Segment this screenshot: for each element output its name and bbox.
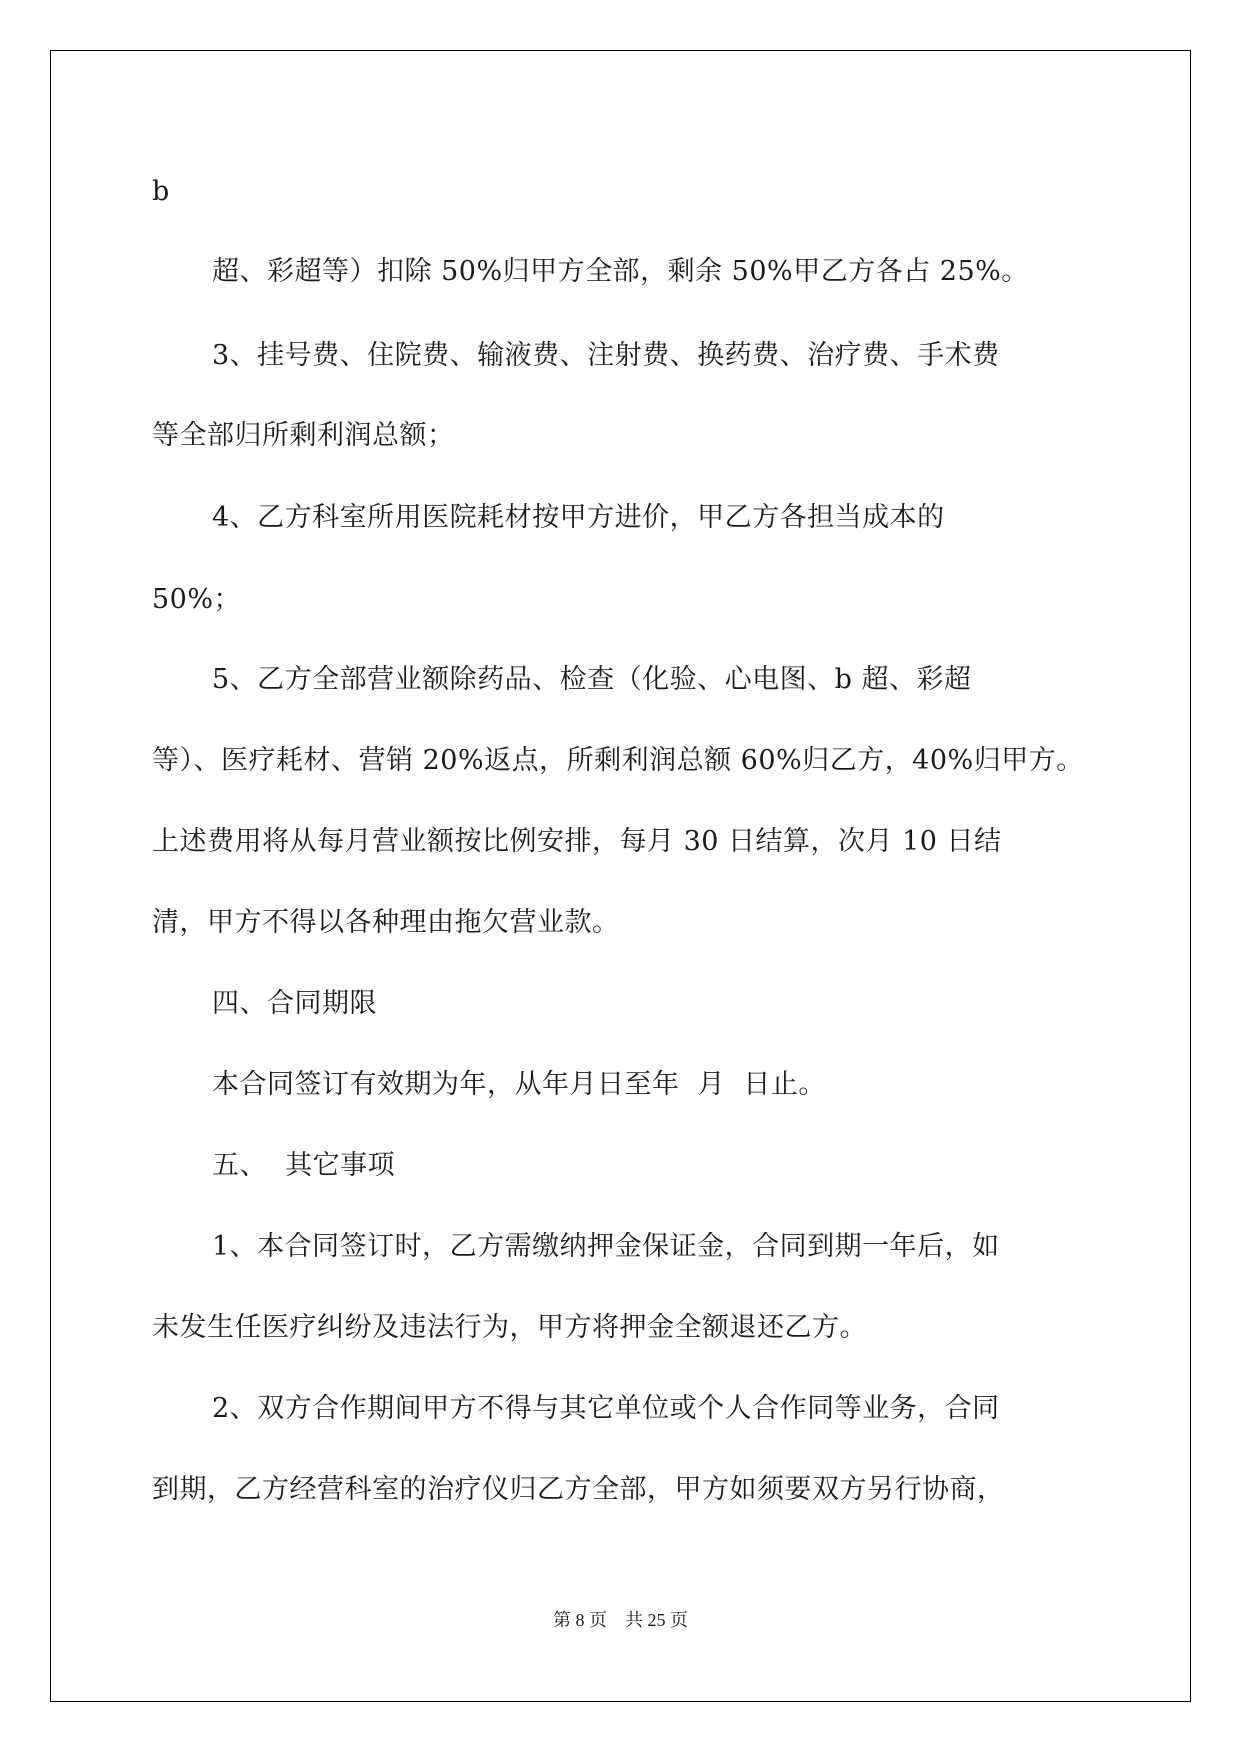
text-line: 到期，乙方经营科室的治疗仪归乙方全部，甲方如须要双方另行协商， — [152, 1474, 1005, 1505]
text-line: 等）、医疗耗材、营销 20%返点，所剩利润总额 60%归乙方，40%归甲方。 — [152, 745, 1084, 776]
text-line: 超、彩超等）扣除 50%归甲方全部，剩余 50%甲乙方各占 25%。 — [212, 256, 1029, 287]
text-line: 50%； — [152, 584, 242, 615]
section-heading: 四、合同期限 — [212, 988, 377, 1019]
text-line: 未发生任医疗纠纷及违法行为，甲方将押金全额退还乙方。 — [152, 1312, 867, 1343]
page-number-footer: 第 8 页 共 25 页 — [553, 1610, 688, 1630]
text-line: 上述费用将从每月营业额按比例安排，每月 30 日结算，次月 10 日结 — [152, 826, 1002, 857]
text-line: 等全部归所剩利润总额； — [152, 420, 455, 451]
text-line: 2、双方合作期间甲方不得与其它单位或个人合作同等业务，合同 — [212, 1393, 1000, 1424]
text-line: 本合同签订有效期为年，从年月日至年 月 日止。 — [212, 1069, 826, 1100]
text-line: 1、本合同签订时，乙方需缴纳押金保证金，合同到期一年后，如 — [212, 1231, 1000, 1262]
text-line: b — [152, 176, 170, 207]
section-heading: 五、 其它事项 — [212, 1150, 396, 1181]
text-line: 4、乙方科室所用医院耗材按甲方进价，甲乙方各担当成本的 — [212, 502, 945, 533]
text-line: 5、乙方全部营业额除药品、检查（化验、心电图、b 超、彩超 — [212, 664, 972, 695]
page-border — [50, 50, 1191, 1702]
text-line: 清，甲方不得以各种理由拖欠营业款。 — [152, 907, 620, 938]
text-line: 3、挂号费、住院费、输液费、注射费、换药费、治疗费、手术费 — [212, 340, 1000, 371]
